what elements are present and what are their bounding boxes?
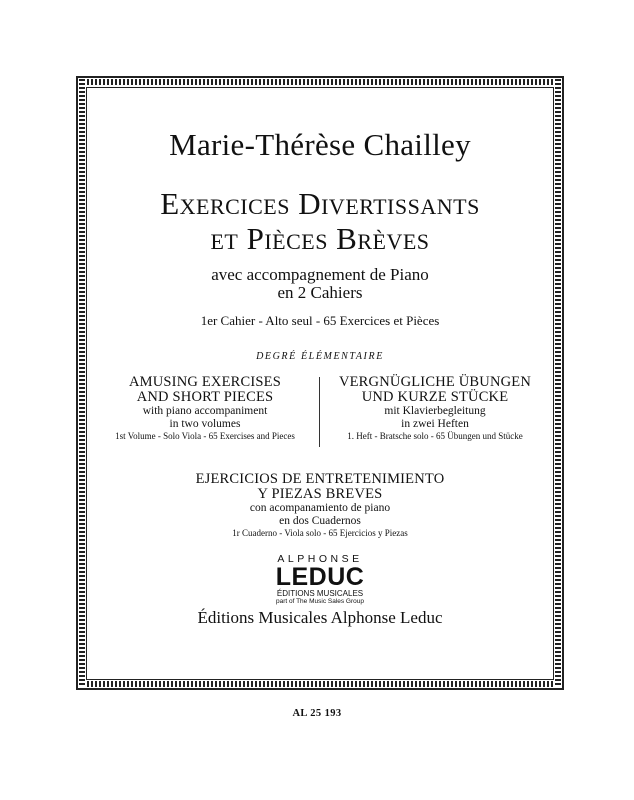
decorative-border-pattern-bottom <box>79 681 561 687</box>
english-line-1: with piano accompaniment <box>142 405 268 417</box>
german-title-1: VERGNÜGLICHE ÜBUNGEN <box>338 374 532 390</box>
degree-label: DEGRÉ ÉLÉMENTAIRE <box>256 351 384 362</box>
spanish-title-2: Y PIEZAS BREVES <box>257 486 383 502</box>
english-title-2: AND SHORT PIECES <box>136 389 274 405</box>
spanish-block <box>86 472 554 540</box>
subtitle-line-2: en 2 Cahiers <box>277 283 363 302</box>
spanish-line-2: en dos Cuadernos <box>279 514 361 527</box>
english-line-2: in two volumes <box>169 417 241 430</box>
english-title-1: AMUSING EXERCISES <box>128 374 282 390</box>
cahier-line: 1er Cahier - Alto seul - 65 Exercices et Pièces <box>200 313 440 328</box>
spanish-line-1: con acompanamiento de piano <box>249 502 391 514</box>
spanish-line-3: 1r Cuaderno - Viola solo - 65 Ejercicios y Piezas <box>232 528 408 538</box>
german-block <box>330 375 540 443</box>
logo-sub-text-2: part of The Music Sales Group <box>275 598 365 605</box>
title-line-1: Exercices Divertissants <box>160 186 480 221</box>
decorative-border-pattern-left <box>79 79 85 687</box>
column-divider <box>319 377 320 447</box>
decorative-border-pattern-top <box>79 79 561 85</box>
publisher-name: Éditions Musicales Alphonse Leduc <box>197 608 443 627</box>
author-name: Marie-Thérèse Chailley <box>169 127 471 162</box>
logo-main-text: LEDUC <box>275 563 365 591</box>
german-line-3: 1. Heft - Bratsche solo - 65 Übungen und Stücke <box>347 431 523 441</box>
german-line-1: mit Klavierbegleitung <box>384 405 486 417</box>
publisher-logo <box>86 553 554 606</box>
decorative-border-pattern-right <box>555 79 561 687</box>
subtitle-line-1: avec accompagnement de Piano <box>211 265 429 284</box>
title-line-2: et Pièces Brèves <box>210 221 430 256</box>
english-block <box>96 375 314 443</box>
spanish-title-1: EJERCICIOS DE ENTRETENIMIENTO <box>195 471 445 487</box>
german-title-2: UND KURZE STÜCKE <box>361 389 509 405</box>
german-line-2: in zwei Heften <box>401 417 469 430</box>
english-line-3: 1st Volume - Solo Viola - 65 Exercises and Pieces <box>115 431 295 441</box>
logo-sub-text-1: ÉDITIONS MUSICALES <box>276 589 364 598</box>
catalog-number: AL 25 193 <box>292 708 342 719</box>
logo-top-text: ALPHONSE <box>277 553 363 565</box>
